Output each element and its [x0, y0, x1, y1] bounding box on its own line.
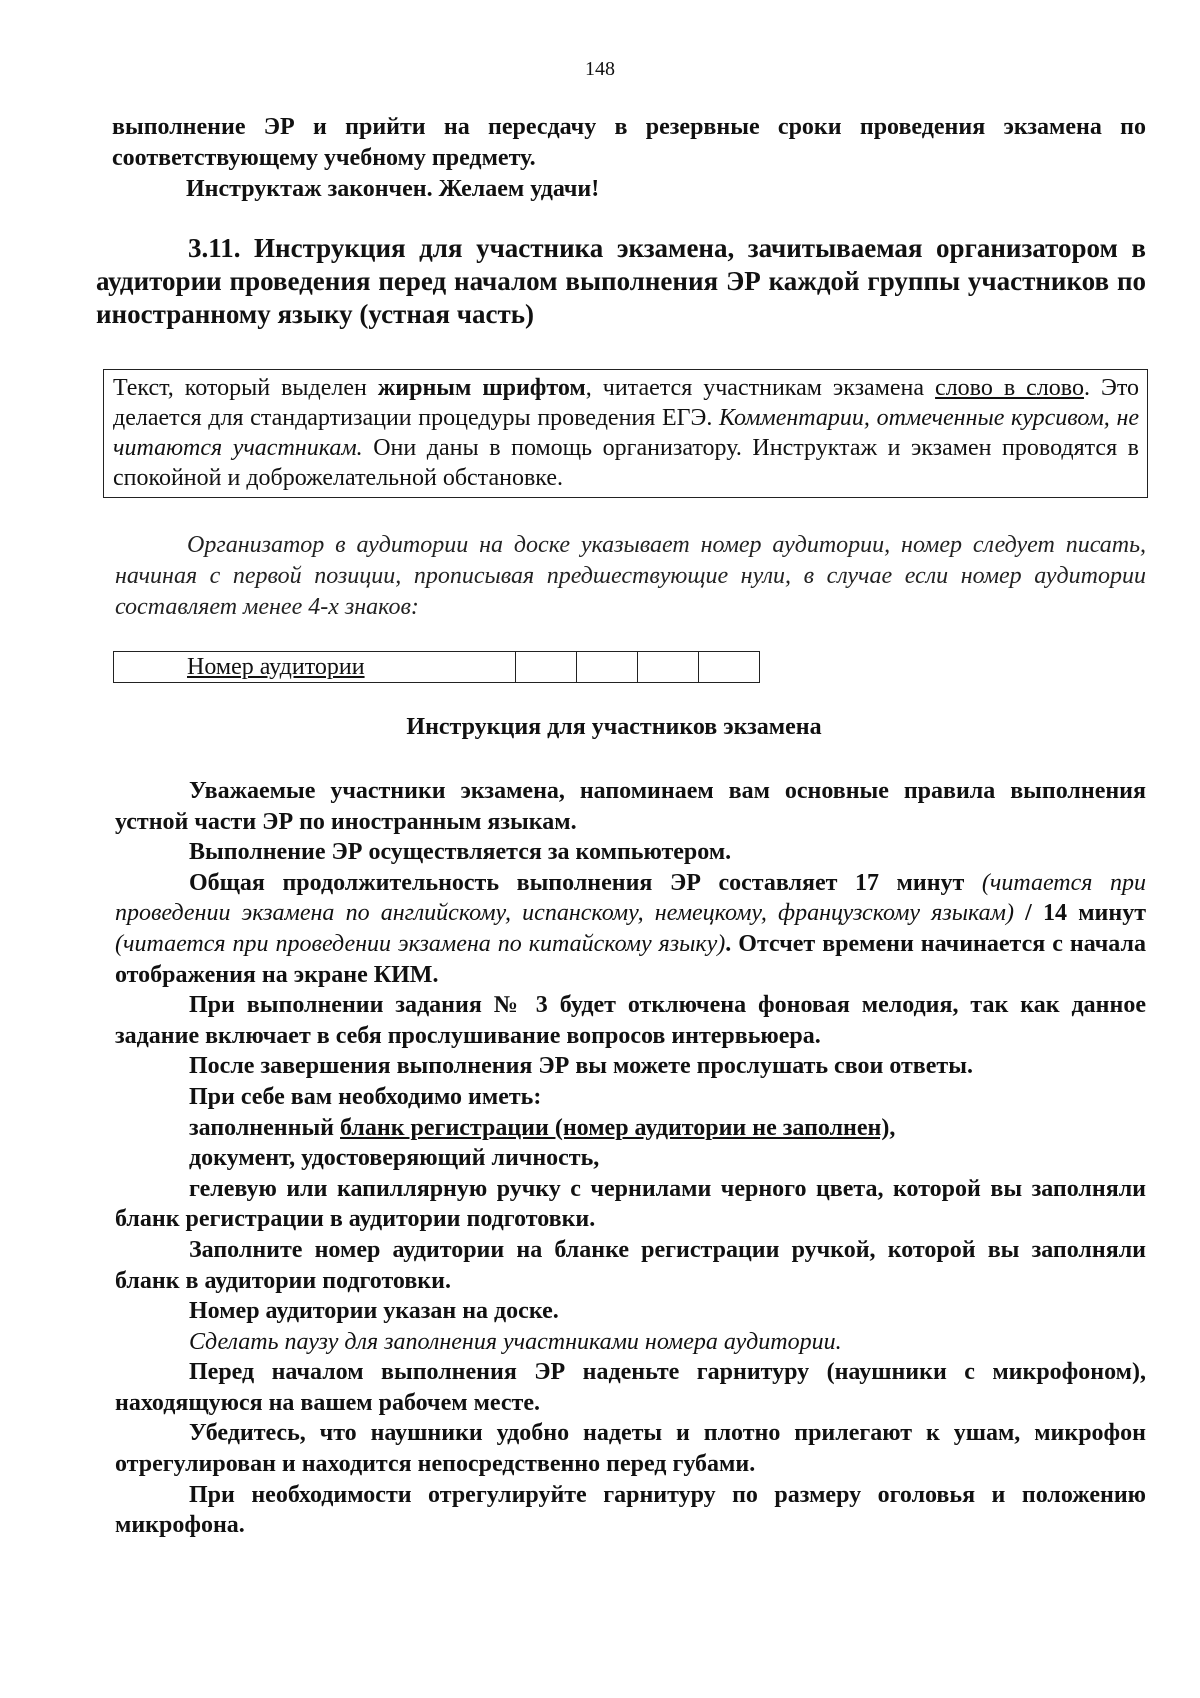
- instruction-paragraph: Перед началом выполнения ЭР наденьте гарнитуру (наушники с микрофоном), находящуюся на вашем рабочем месте.: [115, 1359, 1146, 1416]
- instruction-paragraph: Номер аудитории указан на доске.: [189, 1298, 559, 1325]
- room-number-label-cell: [114, 652, 516, 683]
- duration-comment-1: (читается при проведении экзамена по английскому, испанскому, немецкому, французскому языкам): [115, 869, 1146, 927]
- instruction-paragraph: При себе вам необходимо иметь:: [189, 1083, 542, 1110]
- notice-italic-phrase: Комментарии, отмеченные курсивом, не читаются участникам.: [113, 405, 1139, 461]
- notice-bold-phrase: жирным шрифтом: [377, 375, 586, 401]
- instruction-list-item: гелевую или капиллярную ручку с чернилами черного цвета, которой вы заполняли бланк регистрации в аудитории подготовки.: [115, 1175, 1146, 1233]
- room-number-label: Номер аудитории: [187, 653, 365, 680]
- room-digit-cell: [638, 652, 699, 683]
- instruction-paragraph-duration: [115, 868, 1146, 990]
- organizer-note: Организатор в аудитории на доске указывает номер аудитории, номер следует писать, начиная с первой позиции, прописывая предшествующие нули, в случае если номер аудитории составляет менее 4-х знаков:: [115, 532, 1146, 620]
- page-number: 148: [585, 58, 615, 80]
- room-digit-cell: [577, 652, 638, 683]
- notice-text-3: . Это делается для стандартизации процедуры проведения ЕГЭ.: [113, 375, 1139, 431]
- list-item-text: заполненный: [189, 1114, 341, 1141]
- instructions-body: [115, 776, 1146, 1541]
- instruction-paragraph: Уважаемые участники экзамена, напоминаем вам основные правила выполнения устной части ЭР по иностранным языкам.: [115, 778, 1146, 835]
- intro-continuation: выполнение ЭР и прийти на пересдачу в резервные сроки проведения экзамена по соответствующему учебному предмету.: [112, 114, 1146, 171]
- intro-closing: Инструктаж закончен. Желаем удачи!: [186, 176, 600, 202]
- duration-comment-2: (читается при проведении экзамена по китайскому языку): [115, 930, 726, 957]
- instruction-paragraph: Выполнение ЭР осуществляется за компьютером.: [189, 839, 732, 866]
- list-item-underlined: бланк регистрации (номер аудитории не заполнен),: [340, 1114, 896, 1141]
- duration-text-2: / 14 минут: [1013, 900, 1146, 927]
- instructions-title: Инструкция для участников экзамена: [406, 714, 822, 740]
- notice-text-2: , читается участникам экзамена: [585, 375, 936, 401]
- instruction-list-item: [115, 1113, 1146, 1144]
- room-number-table: [113, 651, 760, 683]
- notice-text-4: Они даны в помощь организатору. Инструктаж и экзамен проводятся в спокойной и доброжелательной обстановке.: [113, 435, 1140, 491]
- reading-notice-box: [103, 369, 1148, 498]
- instruction-paragraph: При необходимости отрегулируйте гарнитуру по размеру оголовья и положению микрофона.: [115, 1481, 1146, 1539]
- instruction-paragraph: При выполнении задания № 3 будет отключена фоновая мелодия, так как данное задание включает в себя прослушивание вопросов интервьюера.: [115, 992, 1146, 1049]
- instruction-paragraph: После завершения выполнения ЭР вы можете прослушать свои ответы.: [189, 1053, 973, 1080]
- duration-text-1: Общая продолжительность выполнения ЭР составляет 17 минут: [189, 869, 982, 896]
- instruction-paragraph: Заполните номер аудитории на бланке регистрации ручкой, которой вы заполняли бланк в аудитории подготовки.: [115, 1236, 1146, 1294]
- duration-text-3: . Отсчет времени начинается с начала отображения на экране КИМ.: [115, 930, 1146, 988]
- instruction-list-item: документ, удостоверяющий личность,: [189, 1145, 600, 1172]
- room-digit-cell: [516, 652, 577, 683]
- intro-block: [112, 112, 1146, 205]
- organizer-comment: Сделать паузу для заполнения участниками номера аудитории.: [189, 1328, 842, 1355]
- section-heading: 3.11. Инструкция для участника экзамена, зачитываемая организатором в аудитории проведения перед началом выполнения ЭР каждой группы участников по иностранному языку (устная часть): [96, 233, 1146, 329]
- instruction-paragraph: Убедитесь, что наушники удобно надеты и плотно прилегают к ушам, микрофон отрегулирован и находится непосредственно перед губами.: [115, 1420, 1146, 1478]
- notice-text-1: Текст, который выделен: [113, 375, 378, 401]
- room-digit-cell: [699, 652, 760, 683]
- notice-underlined-phrase: слово в слово: [935, 375, 1084, 401]
